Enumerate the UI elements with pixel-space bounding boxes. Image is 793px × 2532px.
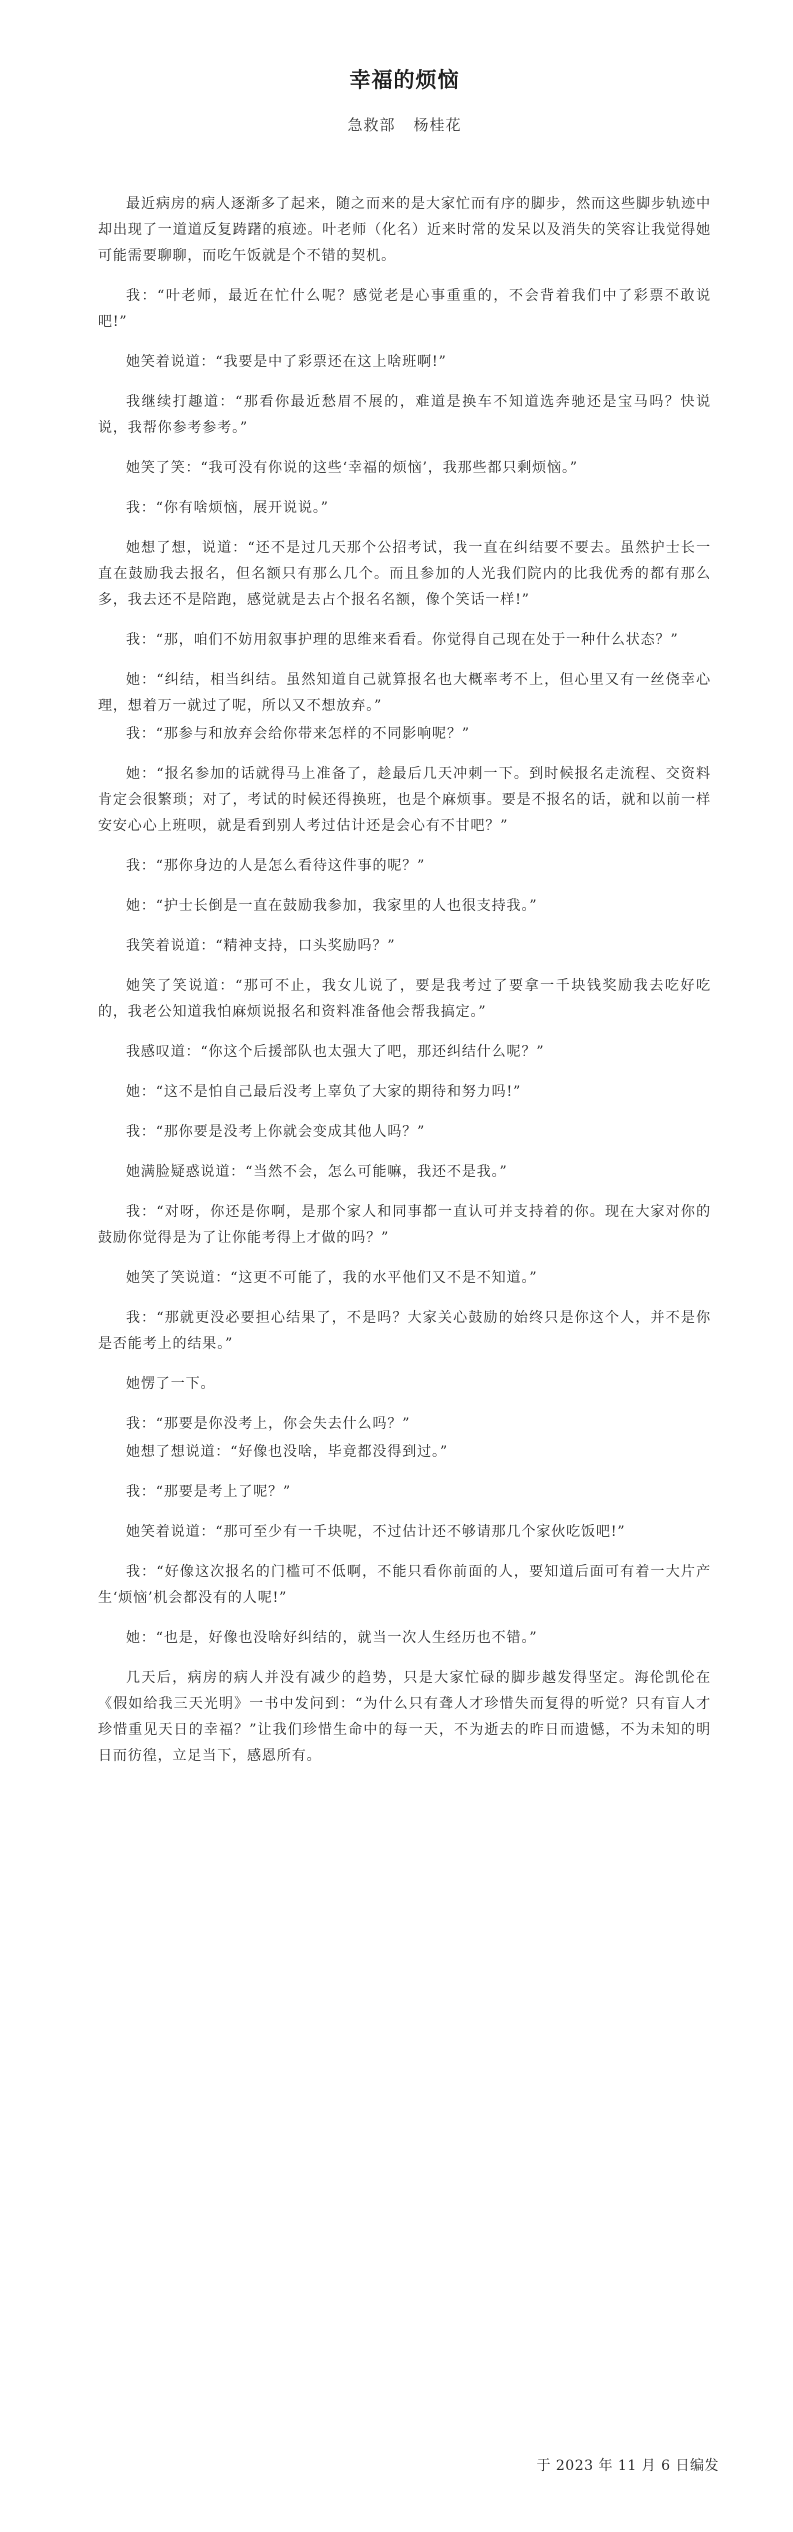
publish-date: 于 2023 年 11 月 6 日编发 [536,2458,719,2474]
paragraph: 她想了想，说道：“还不是过几天那个公招考试，我一直在纠结要不要去。虽然护士长一直在鼓励我去报名，但名额只有那么几个。而且参加的人光我们院内的比我优秀的都有那么多，我去还不是陪跑，感觉就是去占个报名名额，像个笑话一样!” [98,540,711,608]
paragraph: 我：“你有啥烦恼，展开说说。” [126,500,329,516]
department-name: 急救部 [347,116,396,134]
paragraph: 我：“那要是你没考上，你会失去什么吗？” [126,1416,411,1432]
paragraph: 我：“那参与和放弃会给你带来怎样的不同影响呢？” [126,726,470,742]
paragraph: 她：“报名参加的话就得马上准备了，趁最后几天冲刺一下。到时候报名走流程、交资料肯定会很繁琐；对了，考试的时候还得换班，也是个麻烦事。要是不报名的话，就和以前一样安安心心上班呗，就是看到别人考过估计还是会心有不甘吧？” [98,766,711,834]
paragraph: 最近病房的病人逐渐多了起来，随之而来的是大家忙而有序的脚步，然而这些脚步轨迹中却出现了一道道反复踌躇的痕迹。叶老师（化名）近来时常的发呆以及消失的笑容让我觉得她可能需要聊聊，而吃午饭就是个不错的契机。 [98,196,711,264]
paragraph: 我：“那，咱们不妨用叙事护理的思维来看看。你觉得自己现在处于一种什么状态？” [126,632,679,648]
paragraph: 她笑着说道：“那可至少有一千块呢，不过估计还不够请那几个家伙吃饭吧!” [126,1524,626,1540]
paragraph: 我：“那你要是没考上你就会变成其他人吗？” [126,1124,426,1140]
paragraph: 我：“叶老师，最近在忙什么呢？感觉老是心事重重的，不会背着我们中了彩票不敢说吧!” [98,288,711,330]
paragraph: 她：“也是，好像也没啥好纠结的，就当一次人生经历也不错。” [126,1630,538,1646]
paragraph: 她笑了笑说道：“这更不可能了，我的水平他们又不是不知道。” [126,1270,538,1286]
paragraph: 我笑着说道：“精神支持，口头奖励吗？” [126,938,396,954]
paragraph: 她：“纠结，相当纠结。虽然知道自己就算报名也大概率考不上，但心里又有一丝侥幸心理，想着万一就过了呢，所以又不想放弃。” [98,672,711,714]
paragraph: 她笑着说道：“我要是中了彩票还在这上啥班啊!” [126,354,447,370]
paragraph: 她满脸疑惑说道：“当然不会，怎么可能嘛，我还不是我。” [126,1164,508,1180]
paragraph: 我：“那要是考上了呢？” [126,1484,292,1500]
paragraph: 她笑了笑：“我可没有你说的这些‘幸福的烦恼’，我那些都只剩烦恼。” [126,460,578,476]
paragraph: 我：“好像这次报名的门槛可不低啊，不能只看你前面的人，要知道后面可有着一大片产生‘烦恼’机会都没有的人呢!” [98,1564,711,1606]
byline [98,114,711,135]
paragraph: 她愣了一下。 [126,1376,216,1392]
paragraph: 我继续打趣道：“那看你最近愁眉不展的，难道是换车不知道选奔驰还是宝马吗？快说说，我帮你参考参考。” [98,394,711,436]
author-name: 杨桂花 [413,116,462,134]
paragraph: 我感叹道：“你这个后援部队也太强大了吧，那还纠结什么呢？” [126,1044,545,1060]
paragraph: 我：“那你身边的人是怎么看待这件事的呢？” [126,858,426,874]
paragraph: 她：“护士长倒是一直在鼓励我参加，我家里的人也很支持我。” [126,898,538,914]
article-title: 幸福的烦恼 [349,68,460,92]
paragraph: 几天后，病房的病人并没有减少的趋势，只是大家忙碌的脚步越发得坚定。海伦凯伦在《假如给我三天光明》一书中发问到：“为什么只有聋人才珍惜失而复得的听觉？只有盲人才珍惜重见天日的幸福？”让我们珍惜生命中的每一天，不为逝去的昨日而遗憾，不为未知的明日而彷徨，立足当下，感恩所有。 [98,1670,711,1764]
paragraph: 她想了想说道：“好像也没啥，毕竟都没得到过。” [126,1444,449,1460]
article-body [98,191,711,1769]
paragraph: 她笑了笑说道：“那可不止，我女儿说了，要是我考过了要拿一千块钱奖励我去吃好吃的，我老公知道我怕麻烦说报名和资料准备他会帮我搞定。” [98,978,711,1020]
paragraph: 她：“这不是怕自己最后没考上辜负了大家的期待和努力吗!” [126,1084,522,1100]
paragraph: 我：“对呀，你还是你啊，是那个家人和同事都一直认可并支持着的你。现在大家对你的鼓励你觉得是为了让你能考得上才做的吗？” [98,1204,711,1246]
paragraph: 我：“那就更没必要担心结果了，不是吗？大家关心鼓励的始终只是你这个人，并不是你是否能考上的结果。” [98,1310,711,1352]
